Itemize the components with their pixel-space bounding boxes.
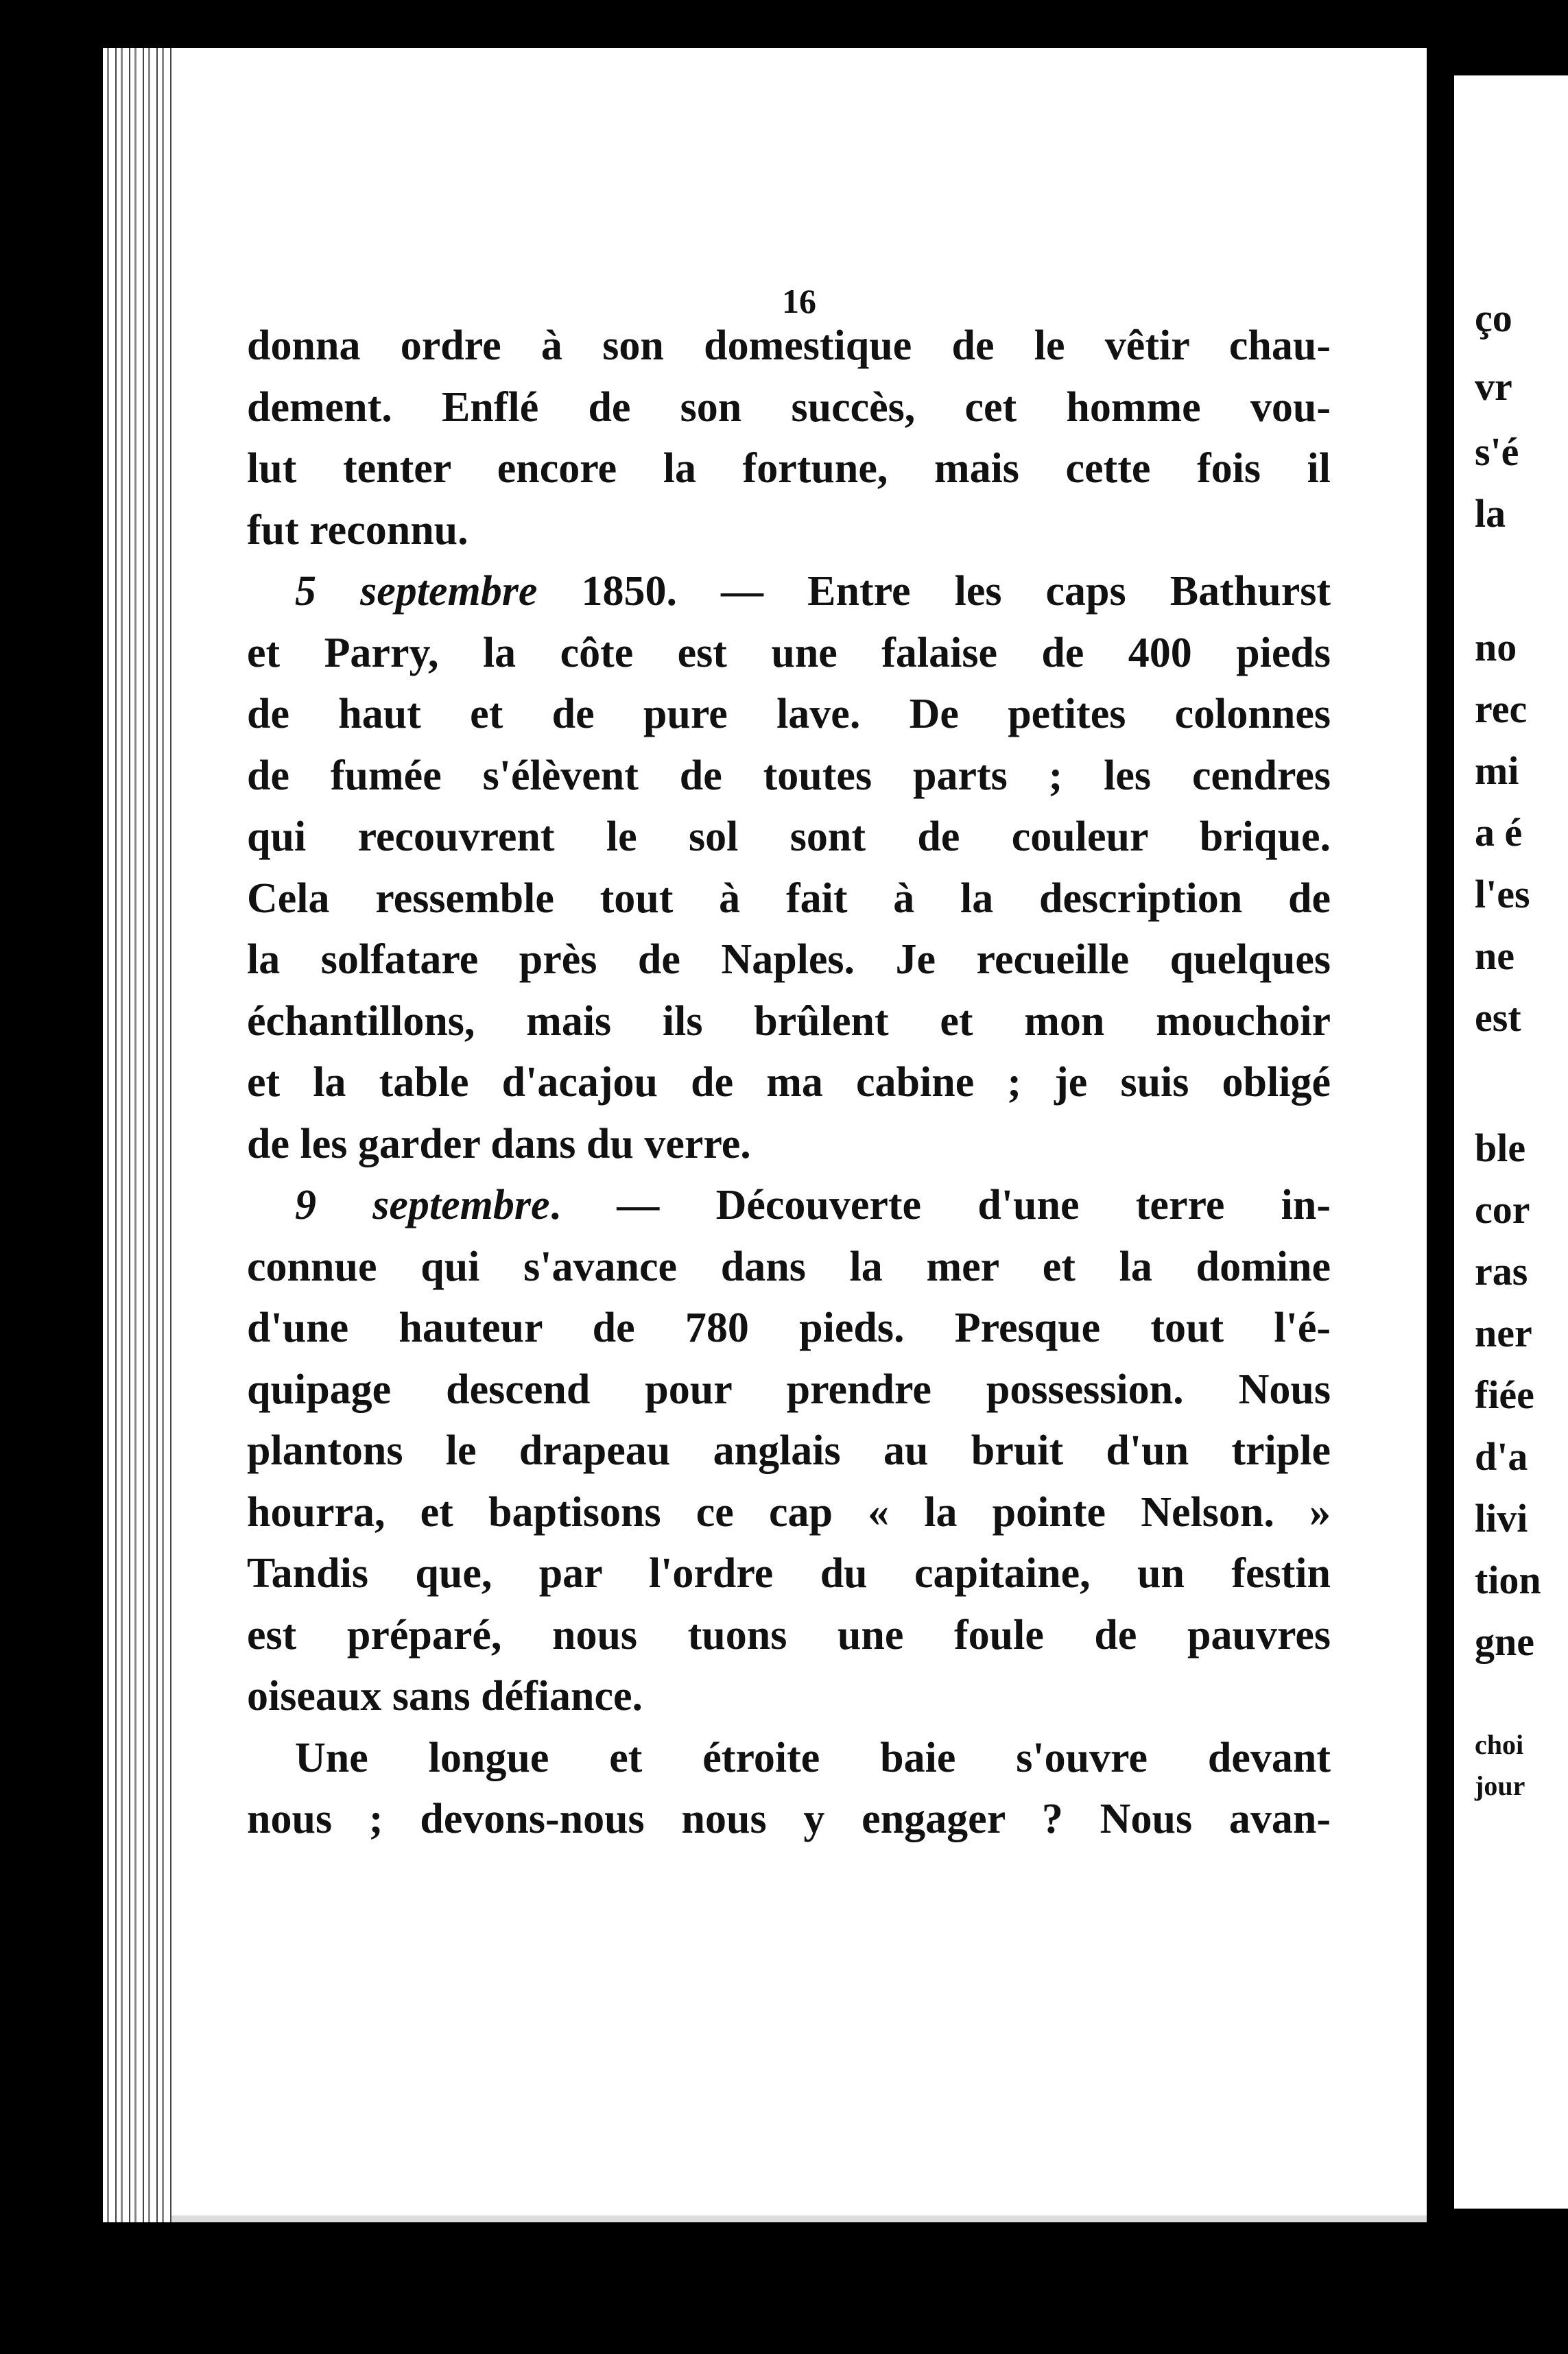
line-text: la solfatare près de Naples. Je recueille quelques [247, 936, 1331, 983]
line-text: Cela ressemble tout à fait à la description de [247, 875, 1331, 922]
line-text: 1850. — Entre les caps Bathurst [537, 568, 1331, 615]
facing-page-text: d'a [1475, 1434, 1528, 1479]
facing-page-text: tion [1475, 1558, 1541, 1602]
line-text: quipage descend pour prendre possession. Nous [247, 1366, 1331, 1413]
entry-date: 9 septembre [295, 1182, 550, 1228]
line-text: nous ; devons-nous nous y engager ? Nous avan- [247, 1796, 1331, 1842]
text-line [247, 1359, 1331, 1421]
text-line [247, 561, 1331, 623]
line-text: fut reconnu. [247, 506, 468, 554]
text-line [247, 807, 1331, 868]
facing-page-text: ner [1475, 1311, 1532, 1355]
text-line [247, 684, 1331, 746]
facing-page-text: la [1475, 491, 1506, 536]
text-line [247, 991, 1331, 1053]
entry-date: 5 septembre [295, 568, 538, 615]
text-line [247, 1114, 1331, 1176]
line-text: Tandis que, par l'ordre du capitaine, un festin [247, 1550, 1331, 1597]
text-line [247, 438, 1331, 500]
line-text: plantons le drapeau anglais au bruit d'un triple [247, 1427, 1331, 1474]
facing-page-text: s'é [1475, 429, 1519, 474]
text-line [247, 1728, 1331, 1790]
text-line [247, 1175, 1331, 1237]
text-line [247, 1605, 1331, 1667]
text-line [247, 1789, 1331, 1851]
text-line [247, 500, 1331, 562]
facing-page-text: a é [1475, 810, 1523, 855]
facing-page-text: livi [1475, 1496, 1528, 1541]
facing-page-text: est [1475, 995, 1521, 1040]
line-text: . — Découverte d'une terre in- [549, 1182, 1331, 1228]
line-text: et Parry, la côte est une falaise de 400 pieds [247, 629, 1331, 676]
line-text: connue qui s'avance dans la mer et la domine [247, 1243, 1331, 1290]
facing-page-text: ras [1475, 1249, 1528, 1294]
facing-page-text: no [1475, 625, 1517, 669]
line-text: oiseaux sans défiance. [247, 1673, 643, 1720]
facing-page-text: jour [1475, 1770, 1525, 1801]
text-line [247, 377, 1331, 439]
text-line [247, 1666, 1331, 1728]
text-line [247, 1298, 1331, 1359]
facing-page-text: rec [1475, 687, 1528, 731]
facing-page-text: ne [1475, 934, 1514, 978]
line-text: échantillons, mais ils brûlent et mon mouchoir [247, 997, 1331, 1045]
page-number: 16 [782, 282, 816, 320]
text-line [247, 1482, 1331, 1544]
line-text: de fumée s'élèvent de toutes parts ; les cendres [247, 752, 1331, 799]
text-line [247, 1420, 1331, 1482]
facing-page-text: ço [1475, 296, 1512, 340]
facing-page-text: vr [1475, 364, 1512, 409]
body-text [247, 316, 1331, 1851]
facing-page-text: mi [1475, 748, 1519, 793]
text-line [247, 1543, 1331, 1605]
facing-page-text: fiée [1475, 1372, 1534, 1417]
text-line [247, 1237, 1331, 1298]
line-text: dement. Enflé de son succès, cet homme vou- [247, 383, 1331, 431]
text-line [247, 1052, 1331, 1114]
line-text: de haut et de pure lave. De petites colonnes [247, 691, 1331, 737]
facing-page-fragment [1454, 75, 1568, 2209]
facing-page-text: ble [1475, 1126, 1526, 1170]
facing-page-text: choi [1475, 1729, 1524, 1760]
line-text: donna ordre à son domestique de le vêtir chau- [247, 322, 1331, 369]
line-text: lut tenter encore la fortune, mais cette fois il [247, 445, 1331, 492]
facing-page-text: cor [1475, 1187, 1530, 1232]
line-text: hourra, et baptisons ce cap « la pointe Nelson. » [247, 1488, 1331, 1536]
facing-page-text: l'es [1475, 872, 1530, 916]
text-line [247, 746, 1331, 807]
text-line [247, 316, 1331, 377]
line-text: est préparé, nous tuons une foule de pauvres [247, 1611, 1331, 1658]
book-page-edges [103, 48, 178, 2222]
line-text: et la table d'acajou de ma cabine ; je suis obligé [247, 1059, 1331, 1106]
text-line [247, 929, 1331, 991]
text-line [247, 623, 1331, 685]
facing-page-text: gne [1475, 1619, 1534, 1664]
text-line [247, 868, 1331, 930]
line-text: qui recouvrent le sol sont de couleur brique. [247, 813, 1331, 860]
line-text: Une longue et étroite baie s'ouvre devant [295, 1734, 1331, 1781]
line-text: de les garder dans du verre. [247, 1120, 751, 1167]
line-text: d'une hauteur de 780 pieds. Presque tout l'é- [247, 1305, 1331, 1351]
